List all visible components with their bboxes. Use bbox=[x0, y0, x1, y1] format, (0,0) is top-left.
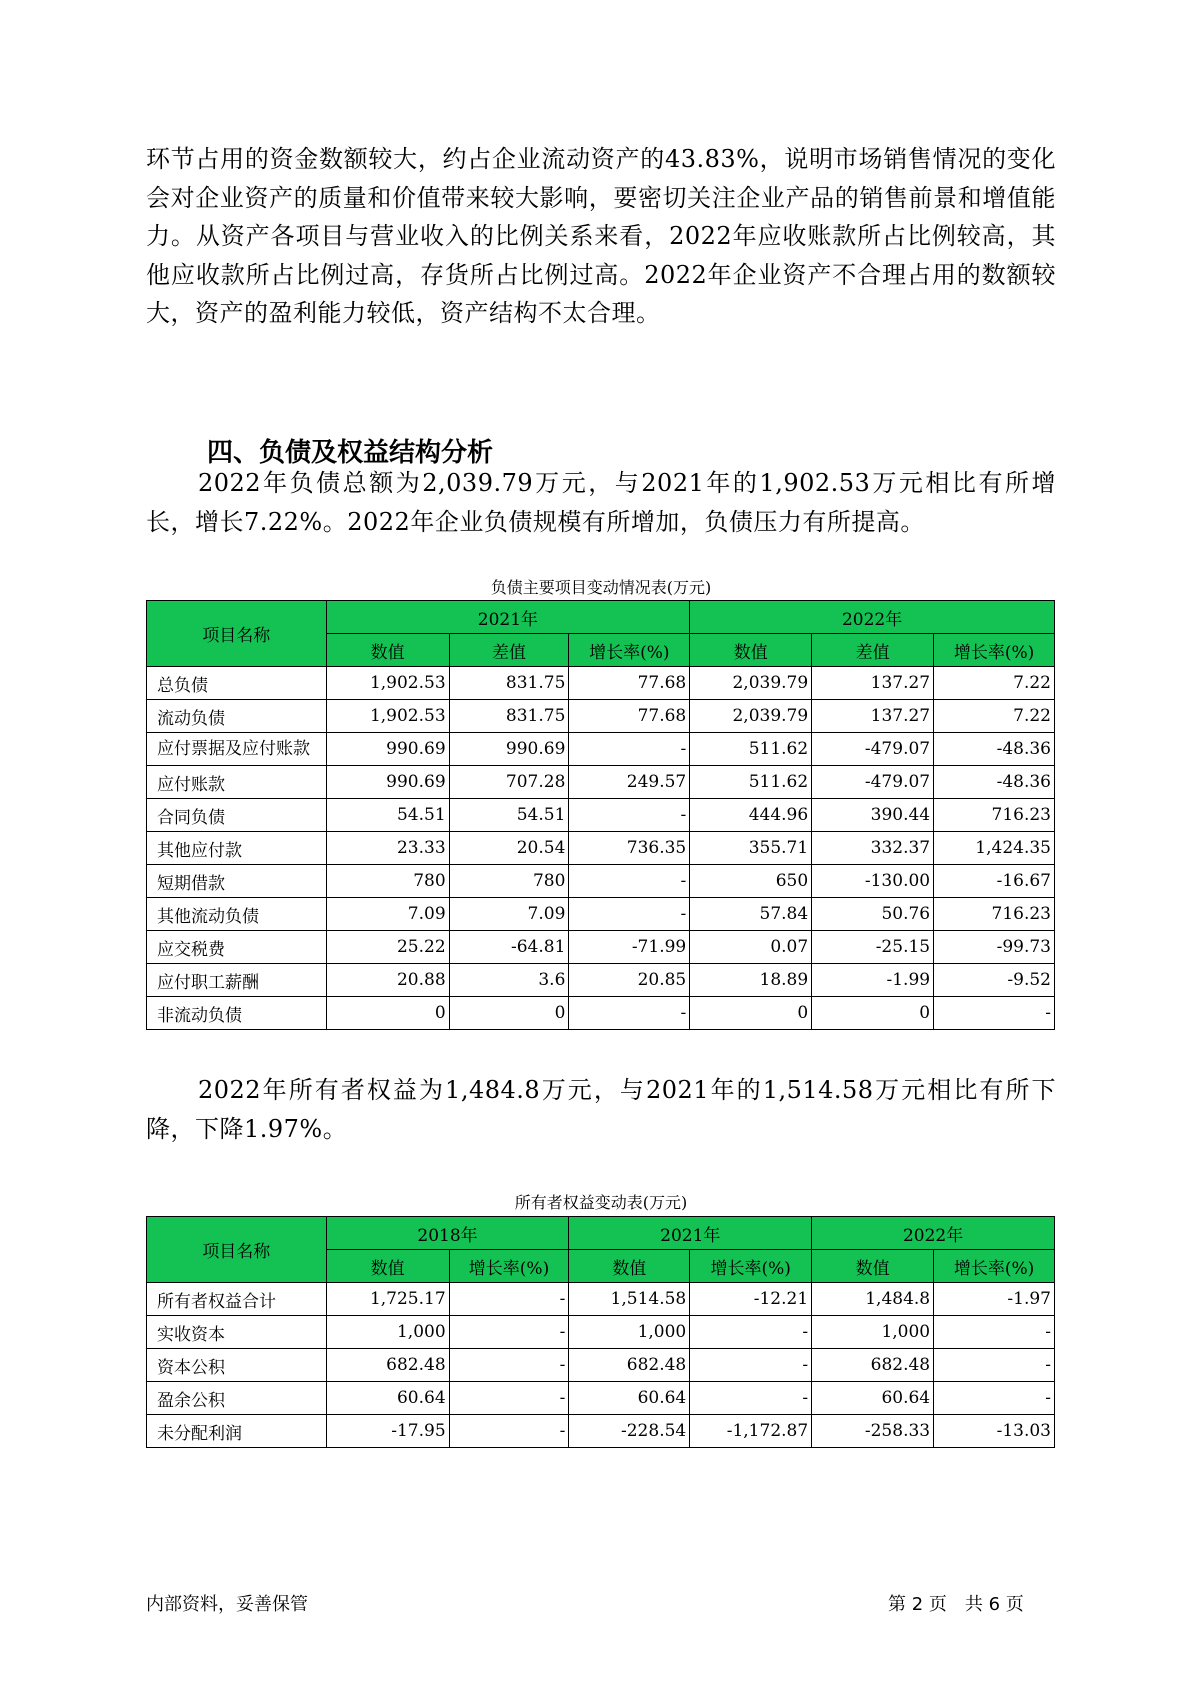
table-cell: - bbox=[934, 1382, 1055, 1415]
table-cell: - bbox=[569, 799, 690, 832]
row-label: 应付票据及应付账款 bbox=[147, 733, 327, 766]
table-cell: 831.75 bbox=[449, 700, 569, 733]
table-cell: -1.97 bbox=[934, 1283, 1055, 1316]
table-cell: 0 bbox=[690, 997, 812, 1030]
table-cell: 0 bbox=[449, 997, 569, 1030]
year-header: 2021年 bbox=[569, 1217, 812, 1250]
table-cell: - bbox=[690, 1382, 812, 1415]
table-cell: 1,725.17 bbox=[326, 1283, 449, 1316]
column-header: 差值 bbox=[812, 634, 934, 667]
table-row bbox=[147, 799, 1055, 832]
table-cell: 1,514.58 bbox=[569, 1283, 690, 1316]
table-cell: -71.99 bbox=[569, 931, 690, 964]
table-cell: 1,902.53 bbox=[326, 667, 449, 700]
table-cell: - bbox=[449, 1415, 569, 1448]
table-cell: 54.51 bbox=[326, 799, 449, 832]
table-row bbox=[147, 667, 1055, 700]
section-heading: 四、负债及权益结构分析 bbox=[207, 438, 494, 468]
table-cell: 990.69 bbox=[326, 766, 449, 799]
table-row bbox=[147, 1349, 1055, 1382]
table-cell: 332.37 bbox=[812, 832, 934, 865]
table-cell: 682.48 bbox=[326, 1349, 449, 1382]
table-cell: -25.15 bbox=[812, 931, 934, 964]
table-cell: -479.07 bbox=[812, 733, 934, 766]
column-header: 数值 bbox=[569, 1250, 690, 1283]
table-row bbox=[147, 898, 1055, 931]
liability-table bbox=[146, 600, 1055, 1030]
table-row bbox=[147, 1382, 1055, 1415]
item-name-header: 项目名称 bbox=[147, 1217, 327, 1283]
row-label: 流动负债 bbox=[147, 700, 327, 733]
table-cell: 60.64 bbox=[326, 1382, 449, 1415]
table-cell: -48.36 bbox=[934, 766, 1055, 799]
row-label: 资本公积 bbox=[147, 1349, 327, 1382]
table-cell: -1,172.87 bbox=[690, 1415, 812, 1448]
row-label: 其他流动负债 bbox=[147, 898, 327, 931]
table-row bbox=[147, 964, 1055, 997]
table-cell: 20.85 bbox=[569, 964, 690, 997]
table-cell: - bbox=[934, 1349, 1055, 1382]
table-cell: 444.96 bbox=[690, 799, 812, 832]
row-label: 其他应付款 bbox=[147, 832, 327, 865]
liability-table-caption: 负债主要项目变动情况表(万元) bbox=[490, 578, 712, 597]
table-row bbox=[147, 865, 1055, 898]
table-cell: 716.23 bbox=[934, 898, 1055, 931]
table-row bbox=[147, 1316, 1055, 1349]
table-cell: 25.22 bbox=[326, 931, 449, 964]
table-cell: 1,902.53 bbox=[326, 700, 449, 733]
column-header: 增长率(%) bbox=[934, 1250, 1055, 1283]
table-cell: -9.52 bbox=[934, 964, 1055, 997]
column-header: 差值 bbox=[449, 634, 569, 667]
table-cell: 2,039.79 bbox=[690, 700, 812, 733]
row-label: 总负债 bbox=[147, 667, 327, 700]
column-header: 数值 bbox=[326, 1250, 449, 1283]
table-cell: 137.27 bbox=[812, 667, 934, 700]
table-cell: 736.35 bbox=[569, 832, 690, 865]
table-cell: 7.22 bbox=[934, 700, 1055, 733]
equity-paragraph: 2022年所有者权益为1,484.8万元，与2021年的1,514.58万元相比有所下降，下降1.97%。 bbox=[146, 1076, 1056, 1143]
row-label: 应付账款 bbox=[147, 766, 327, 799]
table-cell: 60.64 bbox=[812, 1382, 934, 1415]
table-cell: 682.48 bbox=[569, 1349, 690, 1382]
table-cell: 716.23 bbox=[934, 799, 1055, 832]
table-cell: 780 bbox=[449, 865, 569, 898]
table-cell: 77.68 bbox=[569, 667, 690, 700]
table-cell: 7.09 bbox=[326, 898, 449, 931]
column-header: 数值 bbox=[326, 634, 449, 667]
table-cell: 780 bbox=[326, 865, 449, 898]
table-cell: - bbox=[690, 1349, 812, 1382]
table-cell: -12.21 bbox=[690, 1283, 812, 1316]
table-cell: -13.03 bbox=[934, 1415, 1055, 1448]
table-cell: 682.48 bbox=[812, 1349, 934, 1382]
table-cell: -48.36 bbox=[934, 733, 1055, 766]
table-cell: 1,000 bbox=[569, 1316, 690, 1349]
table-cell: 60.64 bbox=[569, 1382, 690, 1415]
table-row bbox=[147, 733, 1055, 766]
table-cell: -258.33 bbox=[812, 1415, 934, 1448]
row-label: 合同负债 bbox=[147, 799, 327, 832]
table-cell: - bbox=[449, 1316, 569, 1349]
table-cell: 20.54 bbox=[449, 832, 569, 865]
column-header: 数值 bbox=[690, 634, 812, 667]
table-cell: - bbox=[934, 1316, 1055, 1349]
table-cell: 0 bbox=[812, 997, 934, 1030]
equity-table bbox=[146, 1216, 1055, 1448]
table-cell: - bbox=[569, 865, 690, 898]
table-cell: -17.95 bbox=[326, 1415, 449, 1448]
row-label: 非流动负债 bbox=[147, 997, 327, 1030]
table-cell: 137.27 bbox=[812, 700, 934, 733]
row-label: 所有者权益合计 bbox=[147, 1283, 327, 1316]
year-header: 2022年 bbox=[690, 601, 1055, 634]
table-row bbox=[147, 931, 1055, 964]
table-cell: 50.76 bbox=[812, 898, 934, 931]
table-cell: -130.00 bbox=[812, 865, 934, 898]
table-cell: 1,424.35 bbox=[934, 832, 1055, 865]
table-cell: 18.89 bbox=[690, 964, 812, 997]
table-cell: -99.73 bbox=[934, 931, 1055, 964]
table-cell: 3.6 bbox=[449, 964, 569, 997]
table-cell: - bbox=[449, 1349, 569, 1382]
table-cell: 990.69 bbox=[326, 733, 449, 766]
table-cell: - bbox=[690, 1316, 812, 1349]
row-label: 未分配利润 bbox=[147, 1415, 327, 1448]
table-cell: 0.07 bbox=[690, 931, 812, 964]
table-cell: 1,000 bbox=[326, 1316, 449, 1349]
table-cell: 7.09 bbox=[449, 898, 569, 931]
liability-paragraph: 2022年负债总额为2,039.79万元，与2021年的1,902.53万元相比有所增长，增长7.22%。2022年企业负债规模有所增加，负债压力有所提高。 bbox=[146, 469, 1056, 536]
table-cell: 355.71 bbox=[690, 832, 812, 865]
table-cell: 511.62 bbox=[690, 733, 812, 766]
column-header: 增长率(%) bbox=[449, 1250, 569, 1283]
table-row bbox=[147, 700, 1055, 733]
table-cell: - bbox=[934, 997, 1055, 1030]
table-cell: 0 bbox=[326, 997, 449, 1030]
footer-confidential-note: 内部资料，妥善保管 bbox=[146, 1594, 308, 1615]
table-cell: 77.68 bbox=[569, 700, 690, 733]
item-name-header: 项目名称 bbox=[147, 601, 327, 667]
table-cell: - bbox=[449, 1382, 569, 1415]
row-label: 应付职工薪酬 bbox=[147, 964, 327, 997]
table-cell: 20.88 bbox=[326, 964, 449, 997]
table-cell: - bbox=[569, 997, 690, 1030]
table-cell: 650 bbox=[690, 865, 812, 898]
column-header: 数值 bbox=[812, 1250, 934, 1283]
table-cell: 390.44 bbox=[812, 799, 934, 832]
table-row bbox=[147, 766, 1055, 799]
table-row bbox=[147, 832, 1055, 865]
table-row bbox=[147, 1415, 1055, 1448]
table-cell: - bbox=[449, 1283, 569, 1316]
column-header: 增长率(%) bbox=[569, 634, 690, 667]
table-cell: 23.33 bbox=[326, 832, 449, 865]
table-cell: 990.69 bbox=[449, 733, 569, 766]
table-cell: -1.99 bbox=[812, 964, 934, 997]
row-label: 盈余公积 bbox=[147, 1382, 327, 1415]
table-cell: 57.84 bbox=[690, 898, 812, 931]
intro-paragraph: 环节占用的资金数额较大，约占企业流动资产的43.83%，说明市场销售情况的变化会对企业资产的质量和价值带来较大影响，要密切关注企业产品的销售前景和增值能力。从资产各项目与营业收入的比例关系来看，2022年应收账款所占比例较高，其他应收款所占比例过高，存货所占比例过高。2022年企业资产不合理占用的数额较大，资产的盈利能力较低，资产结构不太合理。 bbox=[146, 145, 1056, 327]
table-cell: 707.28 bbox=[449, 766, 569, 799]
table-row bbox=[147, 1283, 1055, 1316]
table-cell: 1,484.8 bbox=[812, 1283, 934, 1316]
column-header: 增长率(%) bbox=[934, 634, 1055, 667]
table-cell: 7.22 bbox=[934, 667, 1055, 700]
table-cell: 54.51 bbox=[449, 799, 569, 832]
table-row bbox=[147, 997, 1055, 1030]
table-cell: 1,000 bbox=[812, 1316, 934, 1349]
table-cell: -64.81 bbox=[449, 931, 569, 964]
table-cell: -479.07 bbox=[812, 766, 934, 799]
row-label: 短期借款 bbox=[147, 865, 327, 898]
row-label: 应交税费 bbox=[147, 931, 327, 964]
table-cell: 249.57 bbox=[569, 766, 690, 799]
table-cell: -228.54 bbox=[569, 1415, 690, 1448]
year-header: 2021年 bbox=[326, 601, 690, 634]
table-cell: 511.62 bbox=[690, 766, 812, 799]
footer-page-number: 第 2 页 共 6 页 bbox=[888, 1594, 1024, 1615]
table-cell: 2,039.79 bbox=[690, 667, 812, 700]
table-cell: - bbox=[569, 733, 690, 766]
column-header: 增长率(%) bbox=[690, 1250, 812, 1283]
year-header: 2018年 bbox=[326, 1217, 569, 1250]
equity-table-caption: 所有者权益变动表(万元) bbox=[514, 1193, 688, 1212]
table-cell: -16.67 bbox=[934, 865, 1055, 898]
row-label: 实收资本 bbox=[147, 1316, 327, 1349]
table-cell: - bbox=[569, 898, 690, 931]
table-cell: 831.75 bbox=[449, 667, 569, 700]
year-header: 2022年 bbox=[812, 1217, 1055, 1250]
